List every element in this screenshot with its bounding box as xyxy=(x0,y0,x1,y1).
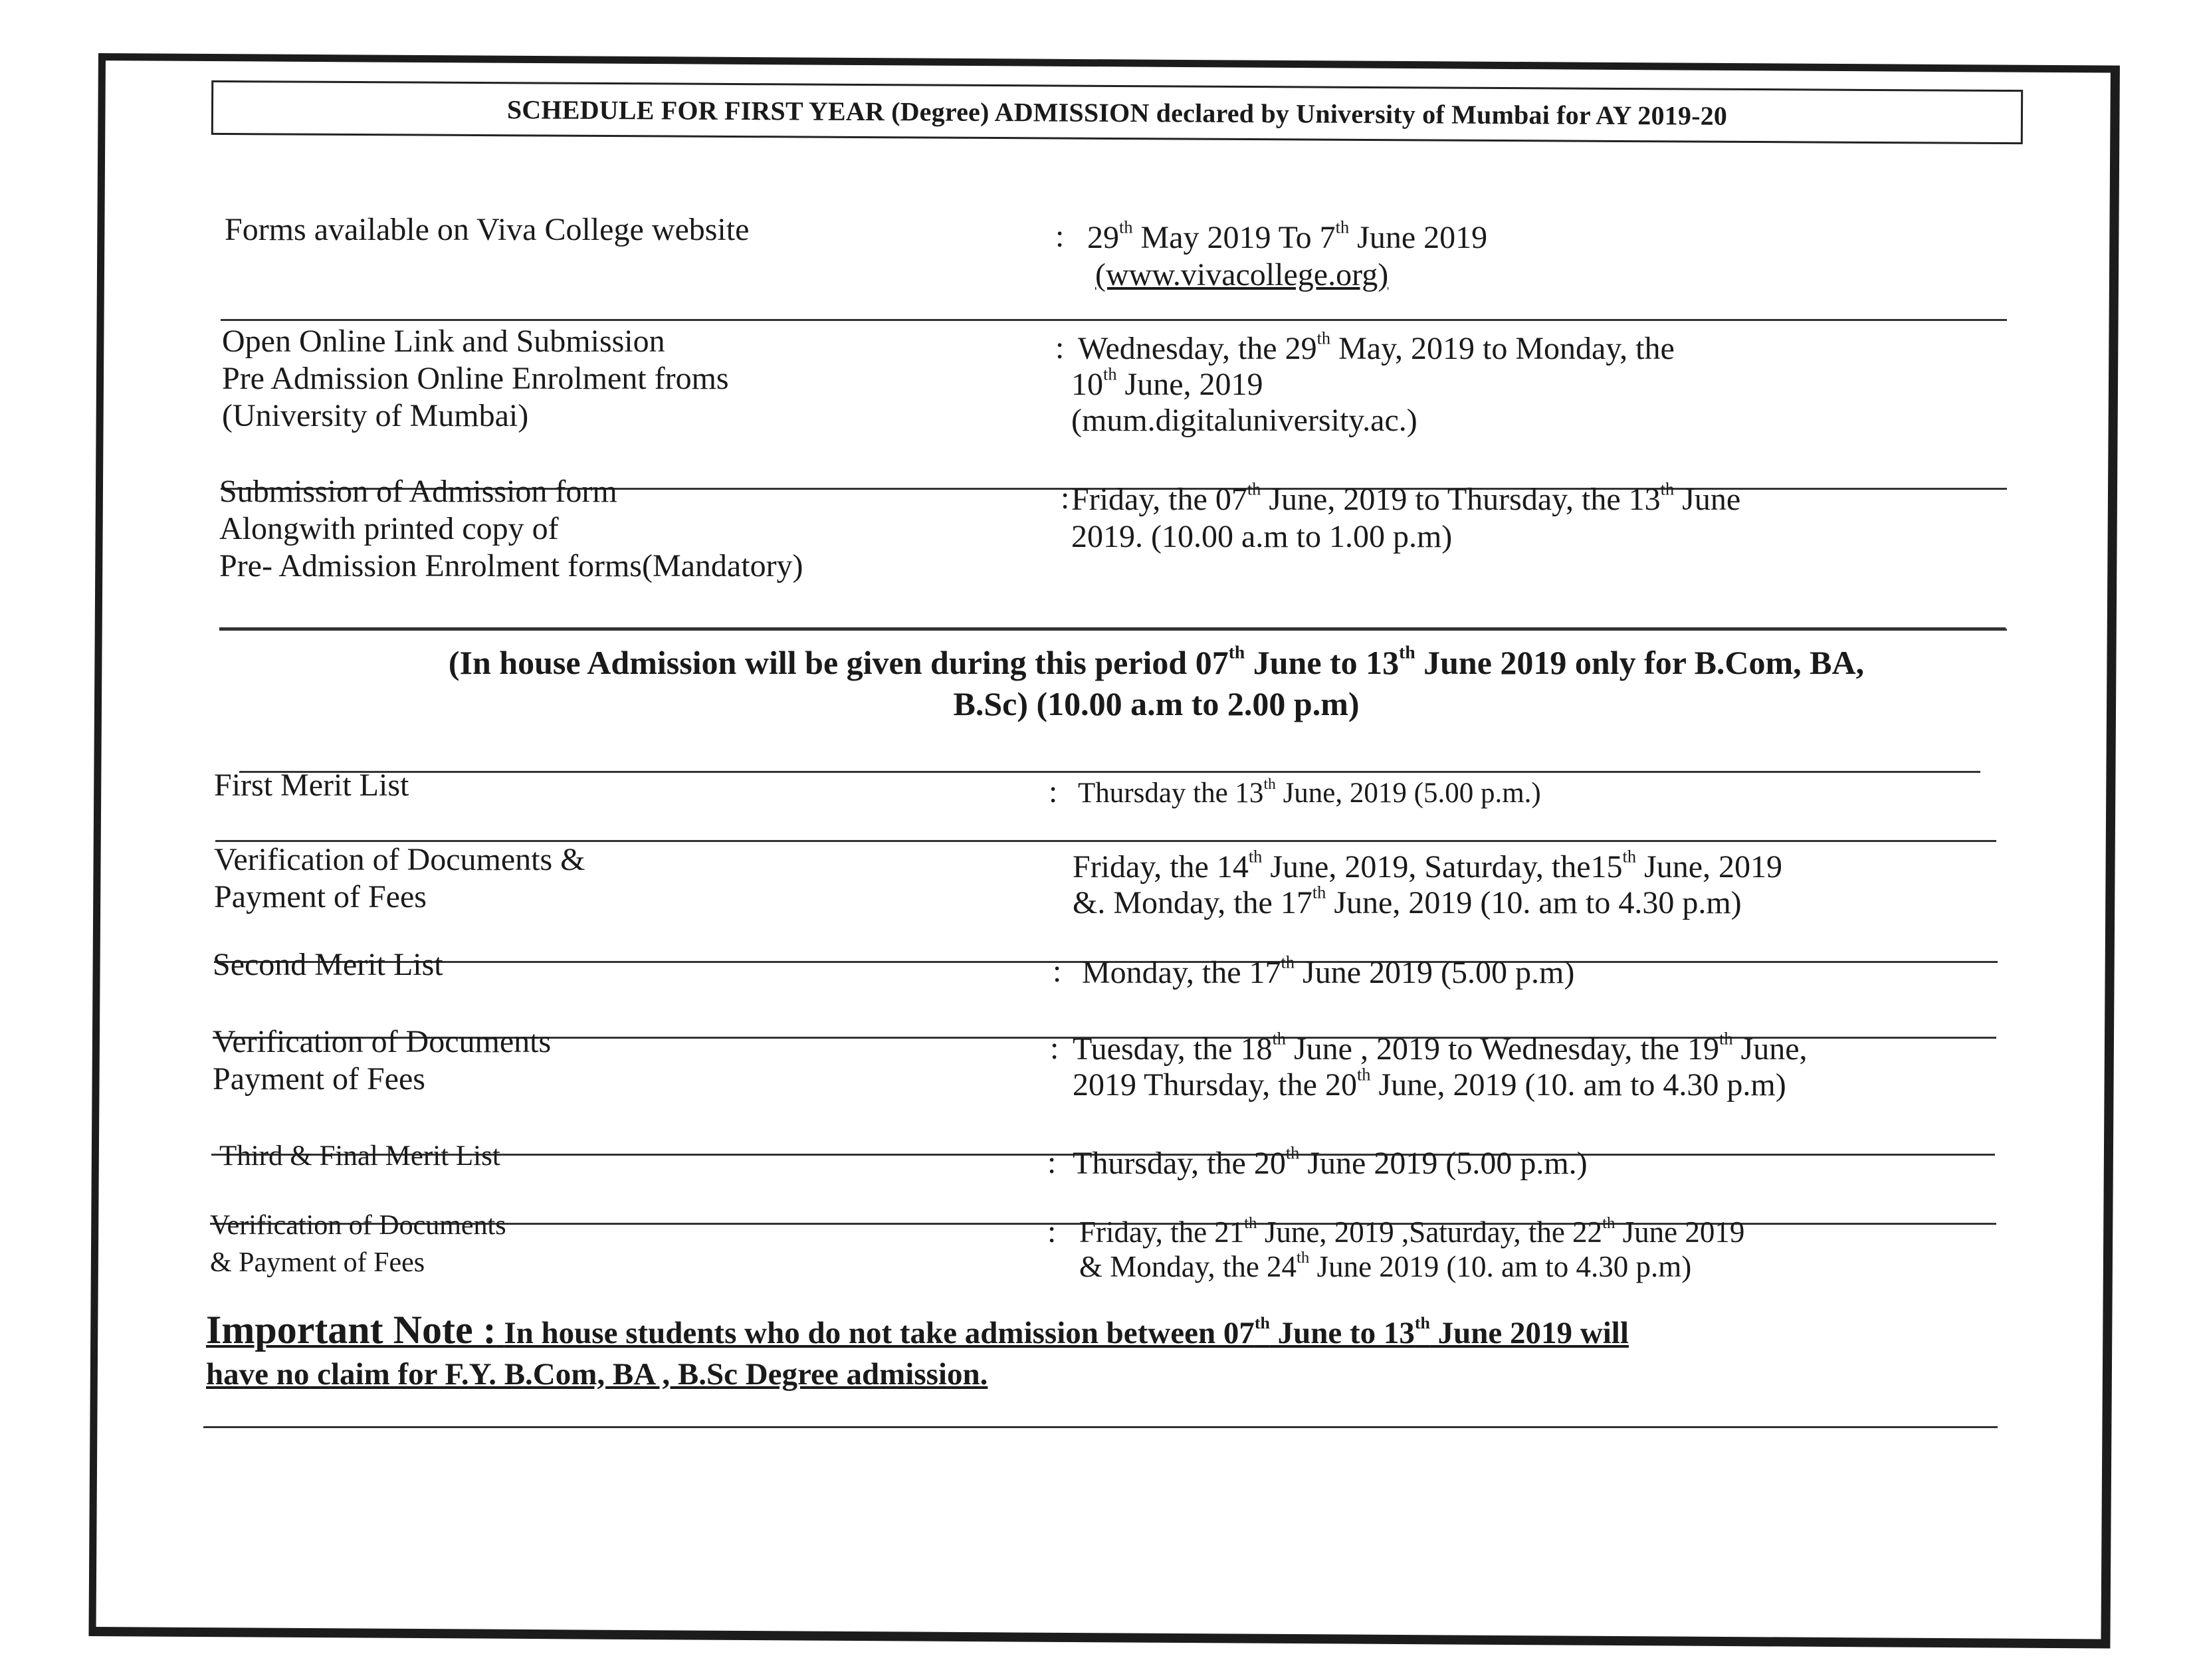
ordinal-suffix: th xyxy=(1719,1028,1733,1049)
row-value xyxy=(1079,1215,1744,1284)
row-colon: : xyxy=(1055,330,1065,366)
ordinal-suffix: th xyxy=(1285,1142,1300,1163)
important-note xyxy=(206,1309,1960,1395)
row-value-line: Thursday the 13th June, 2019 (5.00 p.m.) xyxy=(1078,775,1541,809)
in-house-notice xyxy=(292,642,2020,724)
row-label-line: Third & Final Merit List xyxy=(219,1140,500,1172)
ordinal-suffix: th xyxy=(1414,1313,1430,1333)
row-label-line: (University of Mumbai) xyxy=(222,398,529,433)
row-label xyxy=(214,841,585,916)
ordinal-suffix: th xyxy=(1228,641,1245,663)
row-value-line: &. Monday, the 17th June, 2019 (10. am to 4.30 p.m) xyxy=(1073,882,1742,920)
row-colon: : xyxy=(1047,1145,1057,1180)
row-label-line: Payment of Fees xyxy=(214,879,427,914)
ordinal-suffix: th xyxy=(1281,952,1295,972)
row-value-line: 10th June, 2019 xyxy=(1071,364,1263,402)
row-value-line: Friday, the 21th June, 2019 ,Saturday, the 22th June 2019 xyxy=(1079,1213,1745,1249)
row-label-line: Second Merit List xyxy=(213,947,443,982)
row-colon: : xyxy=(1050,1031,1059,1066)
row-label xyxy=(219,473,803,585)
row-label-line: Pre- Admission Enrolment forms(Mandatory) xyxy=(219,548,803,583)
ordinal-suffix: th xyxy=(1660,478,1675,499)
row-label-line: Forms available on Viva College website xyxy=(225,212,750,247)
row-label-line: Alongwith printed copy of xyxy=(219,511,559,546)
ordinal-suffix: th xyxy=(1356,1064,1371,1085)
in-house-line-1: (In house Admission will be given during this period 07th June to 13th June 2019 only for B.Com, BA, xyxy=(448,641,1865,681)
row-separator xyxy=(221,319,2007,321)
row-label-line: Submission of Admission form xyxy=(219,474,617,509)
row-label-line: & Payment of Fees xyxy=(210,1247,425,1278)
row-label-line: First Merit List xyxy=(214,768,409,803)
ordinal-suffix: th xyxy=(1316,328,1331,348)
row-label xyxy=(210,1207,506,1281)
ordinal-suffix: th xyxy=(1244,1213,1257,1232)
ordinal-suffix: th xyxy=(1272,1028,1286,1049)
row-label xyxy=(225,211,749,249)
row-value xyxy=(1078,775,1541,812)
row-value-line: Tuesday, the 18th June , 2019 to Wednesday, the 19th June, xyxy=(1073,1028,1808,1067)
row-colon: : xyxy=(1061,480,1070,516)
row-label xyxy=(222,323,729,435)
ordinal-suffix: th xyxy=(1602,1213,1616,1232)
row-label-line: Verification of Documents xyxy=(213,1024,552,1059)
ordinal-suffix: th xyxy=(1119,217,1133,237)
ordinal-suffix: th xyxy=(1263,775,1276,793)
row-value-line: Friday, the 07th June, 2019 to Thursday, the 13th June xyxy=(1071,478,1741,517)
section-separator xyxy=(239,771,1980,773)
ordinal-suffix: th xyxy=(1399,641,1415,663)
ordinal-suffix: th xyxy=(1297,1248,1310,1267)
row-label-line: Verification of Documents & xyxy=(214,842,585,877)
row-label xyxy=(219,1138,500,1175)
row-colon: : xyxy=(1049,774,1058,809)
row-value-line: Friday, the 14th June, 2019, Saturday, the15th June, 2019 xyxy=(1073,846,1783,885)
row-value xyxy=(1082,954,1574,992)
ordinal-suffix: th xyxy=(1254,1313,1270,1333)
ordinal-suffix: th xyxy=(1312,882,1326,902)
row-label xyxy=(213,946,443,984)
row-value-line: (www.vivacollege.org) xyxy=(1095,257,1389,292)
ordinal-suffix: th xyxy=(1622,846,1637,867)
row-colon: : xyxy=(1047,1214,1057,1249)
section-separator xyxy=(219,629,2007,631)
row-value-line: 2019 Thursday, the 20th June, 2019 (10. am to 4.30 p.m) xyxy=(1073,1064,1786,1102)
row-label xyxy=(213,1023,551,1098)
row-value xyxy=(1087,219,1487,294)
important-note-heading: Important Note : xyxy=(206,1308,496,1352)
important-note-text-1: In house students who do not take admission between 07th June to 13th June 2019 will xyxy=(504,1313,1629,1350)
in-house-line-2: B.Sc) (10.00 a.m to 2.00 p.m) xyxy=(953,685,1360,722)
row-value xyxy=(1073,1028,1808,1103)
row-value xyxy=(1073,846,1783,921)
row-value-line: & Monday, the 24th June 2019 (10. am to 4.30 p.m) xyxy=(1079,1248,1692,1283)
section-separator xyxy=(203,1426,1998,1428)
row-value xyxy=(1073,1142,1588,1182)
row-colon: : xyxy=(1053,954,1062,989)
ordinal-suffix: th xyxy=(1247,478,1261,499)
row-colon: : xyxy=(1055,219,1065,254)
row-value-line: Wednesday, the 29th May, 2019 to Monday, the xyxy=(1078,328,1675,366)
row-label-line: Open Online Link and Submission xyxy=(222,324,665,359)
schedule-title xyxy=(211,80,2023,144)
ordinal-suffix: th xyxy=(1103,364,1117,384)
row-value xyxy=(1071,328,1675,439)
row-label-line: Payment of Fees xyxy=(213,1061,425,1097)
row-value-line: Thursday, the 20th June 2019 (5.00 p.m.) xyxy=(1073,1142,1588,1181)
important-note-text-2: have no claim for F.Y. B.Com, BA , B.Sc Degree admission. xyxy=(206,1357,988,1392)
row-value-line: 2019. (10.00 a.m to 1.00 p.m) xyxy=(1071,519,1453,554)
row-value-line: Monday, the 17th June 2019 (5.00 p.m) xyxy=(1082,952,1575,990)
ordinal-suffix: th xyxy=(1248,846,1263,867)
ordinal-suffix: th xyxy=(1335,217,1350,237)
row-value-line: 29th May 2019 To 7th June 2019 xyxy=(1087,217,1488,255)
schedule-title-text: SCHEDULE FOR FIRST YEAR (Degree) ADMISSION declared by University of Mumbai for AY 2019-20 xyxy=(506,94,1728,131)
row-label-line: Verification of Documents xyxy=(210,1210,506,1241)
row-label-line: Pre Admission Online Enrolment froms xyxy=(222,361,729,396)
row-value-line: (mum.digitaluniversity.ac.) xyxy=(1071,403,1417,438)
row-value xyxy=(1071,478,1741,556)
